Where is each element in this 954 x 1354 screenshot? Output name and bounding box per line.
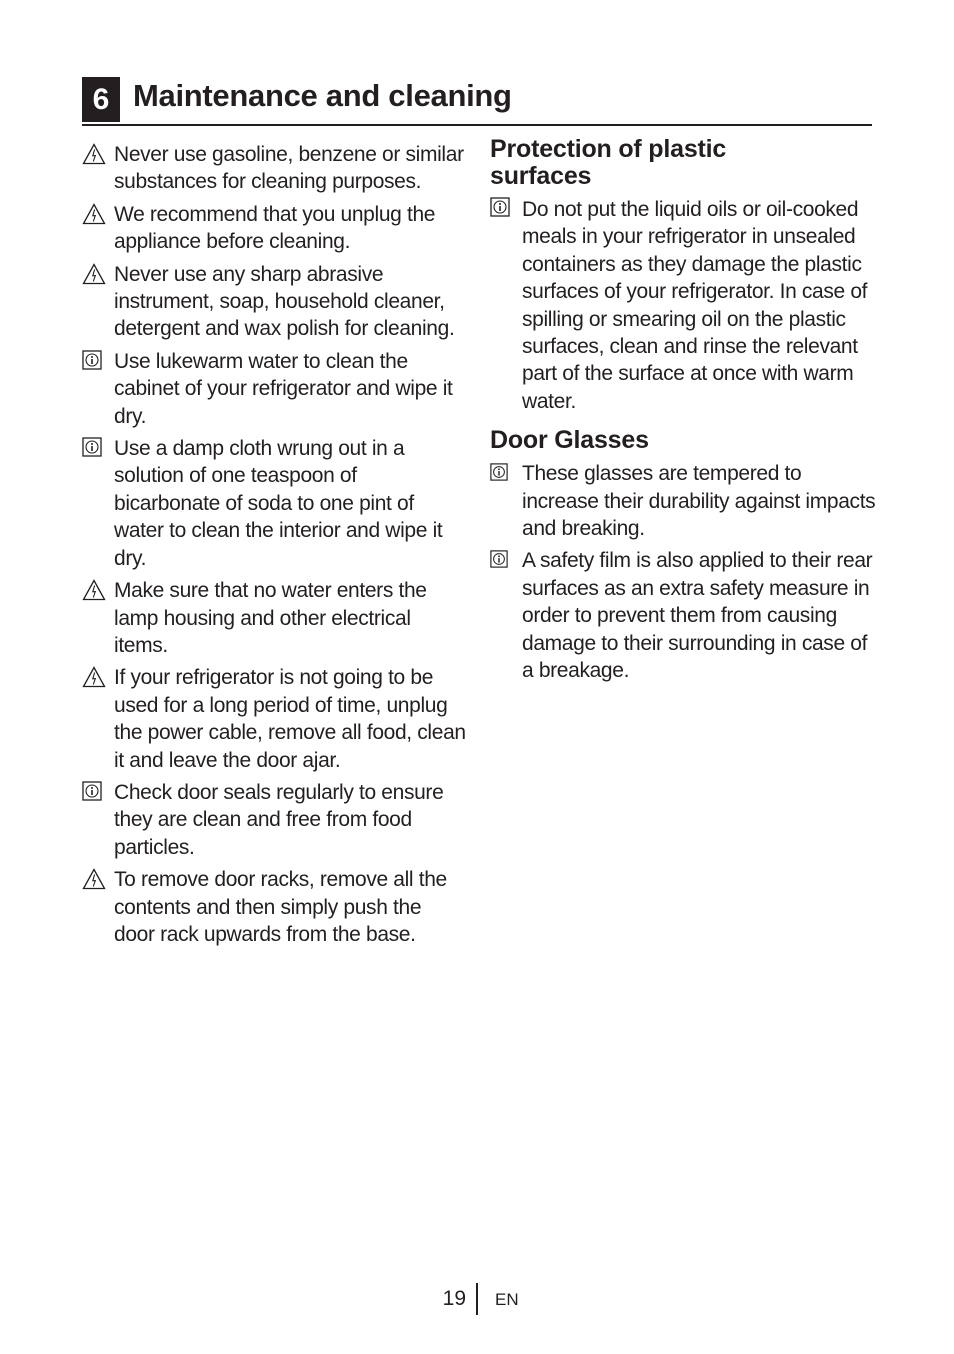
warning-triangle-icon xyxy=(82,203,106,232)
language-code: EN xyxy=(495,1290,519,1309)
item-text: To remove door racks, remove all the contents and then simply push the door rack upwards from the base. xyxy=(114,868,447,946)
page-footer xyxy=(0,1285,954,1315)
info-icon xyxy=(82,781,102,808)
info-icon xyxy=(490,548,508,575)
item-text: Never use gasoline, benzene or similar substances for cleaning purposes. xyxy=(114,143,464,194)
section-title-line: Protection of plastic xyxy=(490,135,727,163)
list-item xyxy=(82,664,467,774)
warning-triangle-icon xyxy=(82,143,106,172)
item-text: Use a damp cloth wrung out in a solution of one teaspoon of bicarbonate of soda to one pint of water to clean the interior and wipe it dry. xyxy=(114,437,443,570)
item-text: A safety film is also applied to their rear surfaces as an extra safety measure in order to prevent them from causing damage to their surrounding in case of a breakage. xyxy=(522,549,873,683)
item-text: Do not put the liquid oils or oil-cooked meals in your refrigerator in unsealed containers as they damage the plastic surfaces of your refrigerator. In case of spilling or smearing oil on the plastic surfaces, clean and rinse the relevant part of the surface at once with warm water. xyxy=(522,198,868,413)
item-text: We recommend that you unplug the appliance before cleaning. xyxy=(114,202,436,254)
list-item xyxy=(490,196,880,415)
info-icon xyxy=(82,437,102,464)
warning-triangle-icon xyxy=(82,579,106,608)
item-text: These glasses are tempered to increase their durability against impacts and breaking. xyxy=(522,462,876,541)
warning-triangle-icon xyxy=(82,263,106,292)
list-item xyxy=(82,348,467,430)
list-item xyxy=(82,577,467,659)
warning-triangle-icon xyxy=(82,666,106,695)
warning-triangle-icon xyxy=(82,868,106,897)
item-text: If your refrigerator is not going to be used for a long period of time, unplug the power cable, remove all food, clean it and leave the door ajar. xyxy=(114,666,466,772)
list-item xyxy=(82,201,467,256)
section-title-line: surfaces xyxy=(490,162,592,190)
info-icon xyxy=(490,461,508,488)
page-number: 19 xyxy=(442,1287,466,1310)
page-title: Maintenance and cleaning xyxy=(133,78,512,113)
list-item xyxy=(82,435,467,572)
left-column xyxy=(82,141,467,953)
chapter-number: 6 xyxy=(82,77,120,122)
info-icon xyxy=(490,197,510,224)
item-text: Make sure that no water enters the lamp housing and other electrical items. xyxy=(114,579,427,657)
footer-divider xyxy=(476,1283,478,1315)
item-text: Never use any sharp abrasive instrument, soap, household cleaner, detergent and wax polish for cleaning. xyxy=(114,262,455,341)
section-title-plastic xyxy=(490,136,880,190)
list-item xyxy=(82,779,467,861)
list-item xyxy=(82,261,467,343)
list-item xyxy=(490,547,880,684)
item-text: Use lukewarm water to clean the cabinet of your refrigerator and wipe it dry. xyxy=(114,349,453,428)
info-icon xyxy=(82,350,102,377)
section-title-door-glasses: Door Glasses xyxy=(490,426,649,455)
list-item xyxy=(82,866,467,948)
item-text: Check door seals regularly to ensure they are clean and free from food particles. xyxy=(114,780,444,859)
chapter-header xyxy=(82,74,872,126)
list-item xyxy=(82,141,467,196)
list-item xyxy=(490,460,880,542)
right-column xyxy=(490,136,880,690)
